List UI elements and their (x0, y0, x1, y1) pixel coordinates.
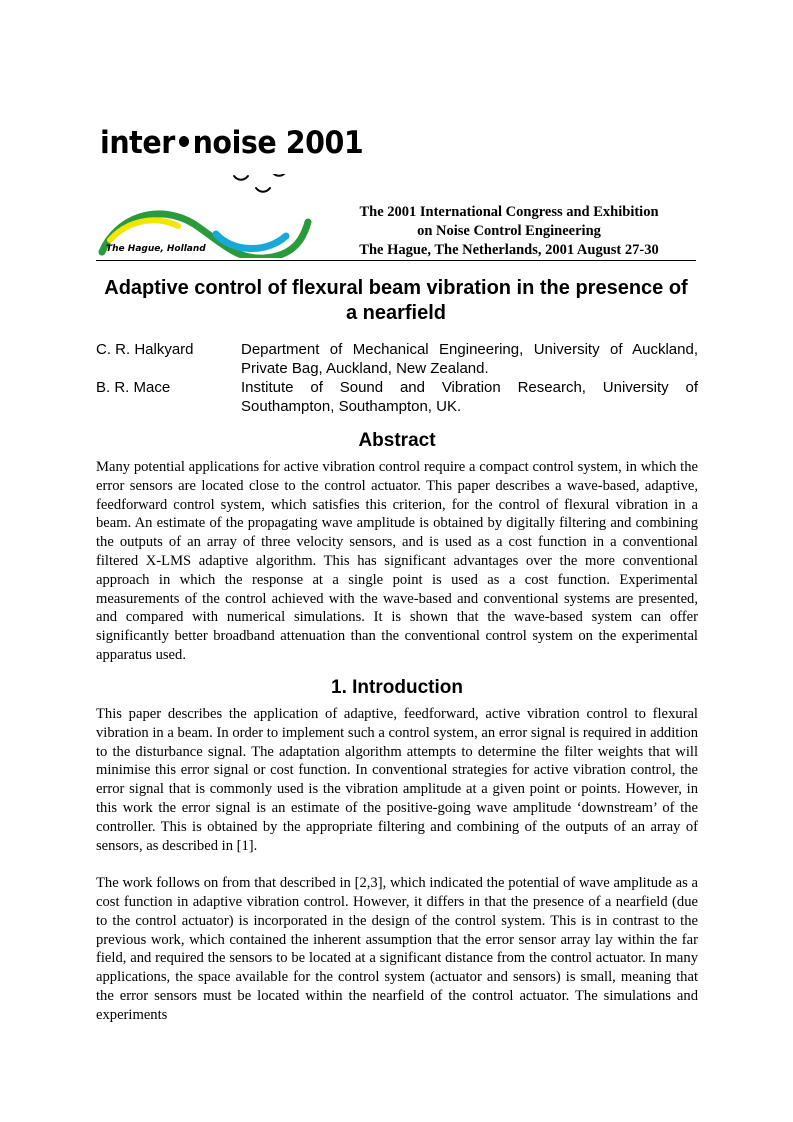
logo-smile-1 (234, 176, 248, 180)
author-name: B. R. Mace (96, 379, 171, 396)
logo-blue-arc (216, 234, 286, 249)
abstract-heading: Abstract (358, 430, 436, 451)
logo-title: inter•noise 2001 (100, 125, 364, 161)
logo-caption: The Hague, Holland (106, 244, 206, 254)
conference-line: on Noise Control Engineering (417, 223, 601, 239)
logo-smile-2 (256, 188, 270, 192)
author-entry (96, 378, 698, 416)
conference-line: The Hague, The Netherlands, 2001 August 27-30 (359, 242, 659, 258)
abstract-body (96, 458, 698, 665)
author-entry (96, 340, 698, 378)
author-affiliation: Department of Mechanical Engineering, University of Auckland, Private Bag, Auckland, New Zealand. (241, 341, 698, 377)
introduction-paragraph: The work follows on from that described in [2,3], which indicated the potential of wave amplitude as a cost function in adaptive vibration control. However, it differs in that the presence of a nearfield (due to the control actuator) is incorporated in the design of the control system. This is in contrast to the previous work, which contained the inherent assumption that the error sensor array lay within the far field, and required the sensors to be located at a significant distance from the control actuator. In many applications, the space available for the control system (actuator and sensors) is small, meaning that the error sensors must be located within the nearfield of the control actuator. The simulations and experiments (96, 875, 698, 1023)
abstract-paragraph: Many potential applications for active vibration control require a compact control system, in which the error sensors are located close to the control actuator. This paper describes a wave-based, adaptive, feedforward control system, which satisfies this criterion, for the control of flexural vibration in a beam. An estimate of the propagating wave amplitude is obtained by digitally filtering and combining the outputs of an array of three velocity sensors, and is used as a cost function in a conventional filtered X-LMS adaptive algorithm. This has significant advantages over the more conventional approach in which the response at a single point is used as a cost function. Experimental measurements of the control achieved with the wave-based and conventional systems are presented, and compared with numerical simulations. It is shown that the wave-based system can offer significantly better broadband attenuation than the conventional control system on the experimental apparatus used. (96, 459, 698, 663)
logo-smile-3 (272, 174, 286, 176)
introduction-heading: 1. Introduction (331, 677, 463, 698)
header-divider (96, 260, 696, 261)
paper-title: Adaptive control of flexural beam vibration in the presence of a nearfield (104, 277, 688, 324)
conference-info (336, 203, 682, 260)
author-list (96, 340, 698, 416)
introduction-body (96, 705, 698, 1025)
author-name: C. R. Halkyard (96, 341, 194, 358)
conference-line: The 2001 International Congress and Exhibition (359, 204, 659, 220)
introduction-paragraph: This paper describes the application of adaptive, feedforward, active vibration control to flexural vibration in a beam. In order to implement such a control system, an error signal is required in addition to the disturbance signal. The adaptation algorithm attempts to determine the filter weights that will minimise this error signal or cost function. In conventional strategies for active vibration control, the error signal that is commonly used is the vibration amplitude at a given point or points. However, in this work the error signal is an estimate of the positive-going wave amplitude ‘downstream’ of the controller. This is obtained by the appropriate filtering and combining of the outputs of an array of sensors, as described in [1]. (96, 706, 698, 854)
author-affiliation: Institute of Sound and Vibration Research, University of Southampton, Southampton, UK. (241, 379, 698, 415)
conference-logo (96, 125, 364, 260)
